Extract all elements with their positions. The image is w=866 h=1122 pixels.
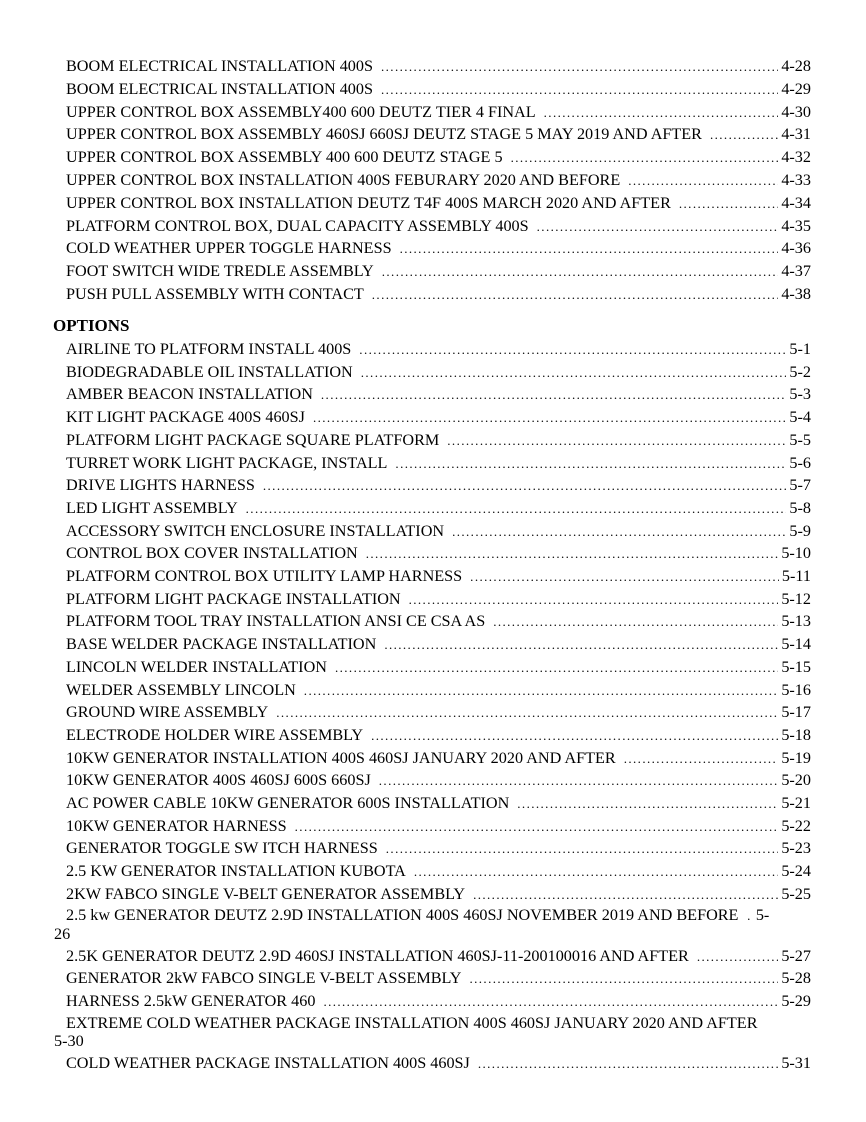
toc-entry-title: PLATFORM LIGHT PACKAGE INSTALLATION bbox=[66, 589, 401, 608]
toc-entry-page-continued: 26 bbox=[54, 925, 71, 943]
dot-leader bbox=[400, 239, 779, 259]
toc-entry-title: ELECTRODE HOLDER WIRE ASSEMBLY bbox=[66, 725, 364, 744]
dot-leader bbox=[321, 385, 787, 405]
toc-entry-title: GROUND WIRE ASSEMBLY bbox=[66, 703, 269, 722]
toc-entry[interactable] bbox=[66, 102, 811, 122]
toc-entry-title: 10KW GENERATOR HARNESS bbox=[66, 816, 287, 835]
toc-entry-title: BASE WELDER PACKAGE INSTALLATION bbox=[66, 635, 377, 654]
toc-entry-page: 5-14 bbox=[781, 635, 811, 654]
dot-leader bbox=[295, 817, 779, 837]
dot-leader bbox=[537, 217, 779, 237]
dot-leader bbox=[624, 749, 779, 769]
toc-entry-title: AC POWER CABLE 10KW GENERATOR 600S INSTALLATION bbox=[66, 794, 510, 812]
dot-leader bbox=[414, 862, 778, 882]
toc-entry[interactable] bbox=[66, 816, 811, 836]
toc-entry[interactable] bbox=[66, 362, 811, 382]
toc-entry-title: DRIVE LIGHTS HARNESS bbox=[66, 476, 255, 495]
dot-leader bbox=[384, 635, 778, 655]
toc-entry-title: COLD WEATHER UPPER TOGGLE HARNESS bbox=[66, 239, 392, 258]
toc-entry-page: 5-8 bbox=[789, 498, 811, 517]
toc-entry[interactable] bbox=[66, 861, 811, 881]
toc-entry-page: 4-29 bbox=[781, 79, 811, 98]
dot-leader bbox=[710, 125, 778, 145]
toc-entry[interactable] bbox=[66, 991, 811, 1011]
toc-entry-page: 5-13 bbox=[781, 612, 811, 631]
toc-entry-page: 4-30 bbox=[781, 102, 811, 121]
toc-entry[interactable] bbox=[66, 498, 811, 518]
toc-entry-page: 5-24 bbox=[781, 862, 811, 881]
dot-leader bbox=[679, 194, 778, 214]
toc-entry-title: COLD WEATHER PACKAGE INSTALLATION 400S 460SJ bbox=[66, 1054, 470, 1072]
toc-entry-page: 5-22 bbox=[781, 816, 811, 835]
toc-entry-page: 4-35 bbox=[781, 216, 811, 235]
dot-leader bbox=[697, 947, 779, 967]
dot-leader bbox=[323, 992, 778, 1012]
toc-entry-title: UPPER CONTROL BOX INSTALLATION DEUTZ T4F 400S MARCH 2020 AND AFTER bbox=[66, 193, 671, 212]
toc-entry-title: 10KW GENERATOR 400S 460SJ 600S 660SJ bbox=[66, 771, 371, 790]
toc-entry[interactable] bbox=[66, 284, 811, 304]
section-heading-options: OPTIONS bbox=[53, 316, 130, 335]
toc-entry-page: 5-11 bbox=[781, 567, 811, 585]
toc-entry-page: 5-5 bbox=[789, 430, 811, 449]
toc-entry-page: 5-4 bbox=[789, 408, 811, 427]
toc-entry[interactable] bbox=[66, 170, 811, 190]
toc-entry-page: 5-23 bbox=[781, 839, 811, 858]
dot-leader bbox=[395, 454, 786, 474]
dot-leader bbox=[452, 522, 786, 542]
toc-entry-page: 5-10 bbox=[781, 544, 811, 563]
dot-leader bbox=[473, 885, 778, 905]
toc-entry-page: 5-16 bbox=[781, 680, 811, 699]
toc-entry-page: 5-31 bbox=[781, 1054, 811, 1072]
toc-entry-title: PLATFORM LIGHT PACKAGE SQUARE PLATFORM bbox=[66, 430, 440, 449]
toc-entry[interactable] bbox=[66, 453, 811, 473]
toc-entry[interactable] bbox=[66, 475, 811, 495]
dot-leader bbox=[313, 408, 786, 428]
dot-leader bbox=[409, 590, 779, 610]
toc-entry[interactable] bbox=[66, 216, 811, 236]
toc-entry[interactable] bbox=[66, 566, 811, 586]
toc-entry-title: UPPER CONTROL BOX ASSEMBLY 400 600 DEUTZ STAGE 5 bbox=[66, 148, 503, 167]
dot-leader bbox=[381, 80, 778, 100]
toc-entry[interactable] bbox=[66, 770, 811, 790]
toc-entry[interactable] bbox=[66, 611, 811, 631]
toc-entry[interactable] bbox=[66, 147, 811, 167]
toc-entry-page: 5-30 bbox=[54, 1032, 84, 1050]
toc-entry[interactable] bbox=[66, 238, 811, 258]
toc-entry-page: 5-15 bbox=[781, 657, 811, 676]
toc-entry-title: FOOT SWITCH WIDE TREDLE ASSEMBLY bbox=[66, 262, 374, 281]
dot-leader bbox=[478, 1054, 778, 1074]
toc-entry-page: 4-38 bbox=[781, 285, 811, 303]
toc-entry[interactable] bbox=[66, 680, 811, 700]
toc-entry[interactable] bbox=[66, 838, 811, 858]
dot-leader bbox=[335, 658, 778, 678]
toc-entry[interactable] bbox=[66, 124, 811, 144]
toc-entry-title: PLATFORM CONTROL BOX, DUAL CAPACITY ASSEMBLY 400S bbox=[66, 216, 529, 235]
toc-entry-title: AIRLINE TO PLATFORM INSTALL 400S bbox=[66, 340, 352, 358]
dot-leader bbox=[371, 726, 778, 746]
toc-entry[interactable] bbox=[66, 968, 811, 988]
toc-entry-title: 2KW FABCO SINGLE V-BELT GENERATOR ASSEMBLY bbox=[66, 884, 466, 903]
toc-entry[interactable] bbox=[66, 339, 811, 359]
toc-entry[interactable] bbox=[66, 384, 811, 404]
toc-entry-title: BOOM ELECTRICAL INSTALLATION 400S bbox=[66, 57, 373, 75]
toc-entry-page: 5-3 bbox=[789, 385, 811, 404]
toc-entry[interactable] bbox=[66, 430, 811, 450]
toc-entry[interactable] bbox=[66, 634, 811, 654]
toc-entry[interactable] bbox=[66, 725, 811, 745]
toc-entry-title: UPPER CONTROL BOX INSTALLATION 400S FEBURARY 2020 AND BEFORE bbox=[66, 171, 621, 189]
dot-leader bbox=[381, 57, 778, 77]
toc-entry-title: BOOM ELECTRICAL INSTALLATION 400S bbox=[66, 79, 373, 98]
dot-leader bbox=[517, 794, 778, 814]
toc-entry-title: BIODEGRADABLE OIL INSTALLATION bbox=[66, 362, 353, 381]
dot-leader bbox=[372, 285, 779, 305]
toc-entry-page: 5-27 bbox=[781, 947, 811, 965]
toc-entry[interactable] bbox=[66, 543, 811, 563]
toc-entry-wrapped[interactable] bbox=[54, 906, 814, 943]
toc-entry-page: 4-37 bbox=[781, 262, 811, 281]
toc-entry-title: ACCESSORY SWITCH ENCLOSURE INSTALLATION bbox=[66, 521, 445, 540]
toc-entry-title: LED LIGHT ASSEMBLY bbox=[66, 498, 238, 517]
toc-entry-page: 5-9 bbox=[789, 521, 811, 540]
toc-entry[interactable] bbox=[66, 657, 811, 677]
toc-entry-title: WELDER ASSEMBLY LINCOLN bbox=[66, 680, 296, 699]
toc-entry-page: 5-19 bbox=[781, 748, 811, 767]
toc-entry-page: 5-18 bbox=[781, 725, 811, 744]
toc-entry-wrapped[interactable] bbox=[54, 1014, 814, 1050]
toc-entry-page: 4-28 bbox=[781, 57, 811, 75]
toc-entry-title: PLATFORM TOOL TRAY INSTALLATION ANSI CE CSA AS bbox=[66, 612, 486, 631]
toc-entry[interactable] bbox=[66, 56, 811, 76]
toc-entry-title: AMBER BEACON INSTALLATION bbox=[66, 385, 313, 404]
toc-entry-title: 2.5 KW GENERATOR INSTALLATION KUBOTA bbox=[66, 862, 406, 881]
toc-entry-page: 4-33 bbox=[781, 171, 811, 189]
dot-leader bbox=[511, 148, 779, 168]
dot-leader bbox=[361, 363, 787, 383]
toc-entry[interactable] bbox=[66, 702, 811, 722]
toc-entry-title: TURRET WORK LIGHT PACKAGE, INSTALL bbox=[66, 453, 388, 472]
dot-leader bbox=[447, 431, 786, 451]
dot-leader bbox=[304, 681, 779, 701]
toc-entry-page: 5-1 bbox=[789, 340, 811, 358]
toc-entry[interactable] bbox=[66, 193, 811, 213]
toc-entry[interactable] bbox=[66, 79, 811, 99]
toc-entry-title: EXTREME COLD WEATHER PACKAGE INSTALLATION 400S 460SJ JANUARY 2020 AND AFTER bbox=[66, 1014, 758, 1032]
toc-entry-title: PLATFORM CONTROL BOX UTILITY LAMP HARNESS bbox=[66, 567, 463, 585]
toc-entry-page: 5- bbox=[755, 906, 770, 924]
dot-leader bbox=[544, 103, 779, 123]
dot-leader bbox=[379, 771, 779, 791]
toc-entry-page: 5-29 bbox=[781, 992, 811, 1010]
toc-entry-page: 4-31 bbox=[781, 125, 811, 144]
toc-entry-page: 5-6 bbox=[789, 453, 811, 472]
toc-entry-page: 5-28 bbox=[781, 969, 811, 987]
toc-entry-page: 5-7 bbox=[789, 476, 811, 495]
dot-leader bbox=[493, 612, 778, 632]
dot-leader bbox=[469, 969, 778, 989]
toc-entry[interactable] bbox=[66, 261, 811, 281]
toc-entry-title: KIT LIGHT PACKAGE 400S 460SJ bbox=[66, 408, 305, 427]
dot-leader bbox=[470, 567, 779, 587]
dot-leader: . bbox=[742, 908, 752, 923]
toc-entry-title: UPPER CONTROL BOX ASSEMBLY 460SJ 660SJ DEUTZ STAGE 5 MAY 2019 AND AFTER bbox=[66, 125, 702, 144]
toc-entry[interactable] bbox=[66, 884, 811, 904]
dot-leader bbox=[359, 340, 786, 360]
toc-entry[interactable] bbox=[66, 407, 811, 427]
dot-leader bbox=[263, 476, 787, 496]
toc-entry-title: UPPER CONTROL BOX ASSEMBLY400 600 DEUTZ TIER 4 FINAL bbox=[66, 102, 536, 121]
toc-entry-title: 10KW GENERATOR INSTALLATION 400S 460SJ JANUARY 2020 AND AFTER bbox=[66, 748, 616, 767]
toc-entry[interactable] bbox=[66, 793, 811, 813]
toc-entry-title: LINCOLN WELDER INSTALLATION bbox=[66, 657, 327, 676]
toc-entry-page: 5-25 bbox=[781, 884, 811, 903]
toc-entry-page: 5-20 bbox=[781, 771, 811, 790]
toc-entry-page: 4-36 bbox=[781, 239, 811, 258]
toc-entry[interactable] bbox=[66, 1053, 811, 1073]
dot-leader bbox=[246, 499, 787, 519]
dot-leader bbox=[382, 262, 779, 282]
dot-leader bbox=[386, 839, 779, 859]
toc-entry-page: 5-12 bbox=[781, 589, 811, 608]
toc-entry-page: 4-34 bbox=[781, 193, 811, 212]
dot-leader bbox=[628, 171, 778, 191]
dot-leader bbox=[366, 544, 779, 564]
toc-entry-title: CONTROL BOX COVER INSTALLATION bbox=[66, 544, 358, 563]
toc-entry[interactable] bbox=[66, 748, 811, 768]
toc-entry[interactable] bbox=[66, 521, 811, 541]
toc-entry[interactable] bbox=[66, 946, 811, 966]
toc-entry-page: 5-21 bbox=[781, 794, 811, 812]
toc-entry-page: 5-2 bbox=[789, 362, 811, 381]
toc-entry-title: GENERATOR TOGGLE SW ITCH HARNESS bbox=[66, 839, 378, 858]
dot-leader bbox=[276, 703, 778, 723]
toc-entry-page: 4-32 bbox=[781, 148, 811, 167]
toc-entry-title: 2.5K GENERATOR DEUTZ 2.9D 460SJ INSTALLATION 460SJ-11-200100016 AND AFTER bbox=[66, 947, 689, 965]
toc-entry-page: 5-17 bbox=[781, 703, 811, 722]
toc-entry-title: PUSH PULL ASSEMBLY WITH CONTACT bbox=[66, 285, 364, 303]
toc-entry-title: 2.5 kw GENERATOR DEUTZ 2.9D INSTALLATION 400S 460SJ NOVEMBER 2019 AND BEFORE bbox=[66, 906, 739, 924]
toc-entry-title: HARNESS 2.5kW GENERATOR 460 bbox=[66, 992, 316, 1010]
toc-entry-title: GENERATOR 2kW FABCO SINGLE V-BELT ASSEMBLY bbox=[66, 969, 462, 987]
toc-entry[interactable] bbox=[66, 589, 811, 609]
